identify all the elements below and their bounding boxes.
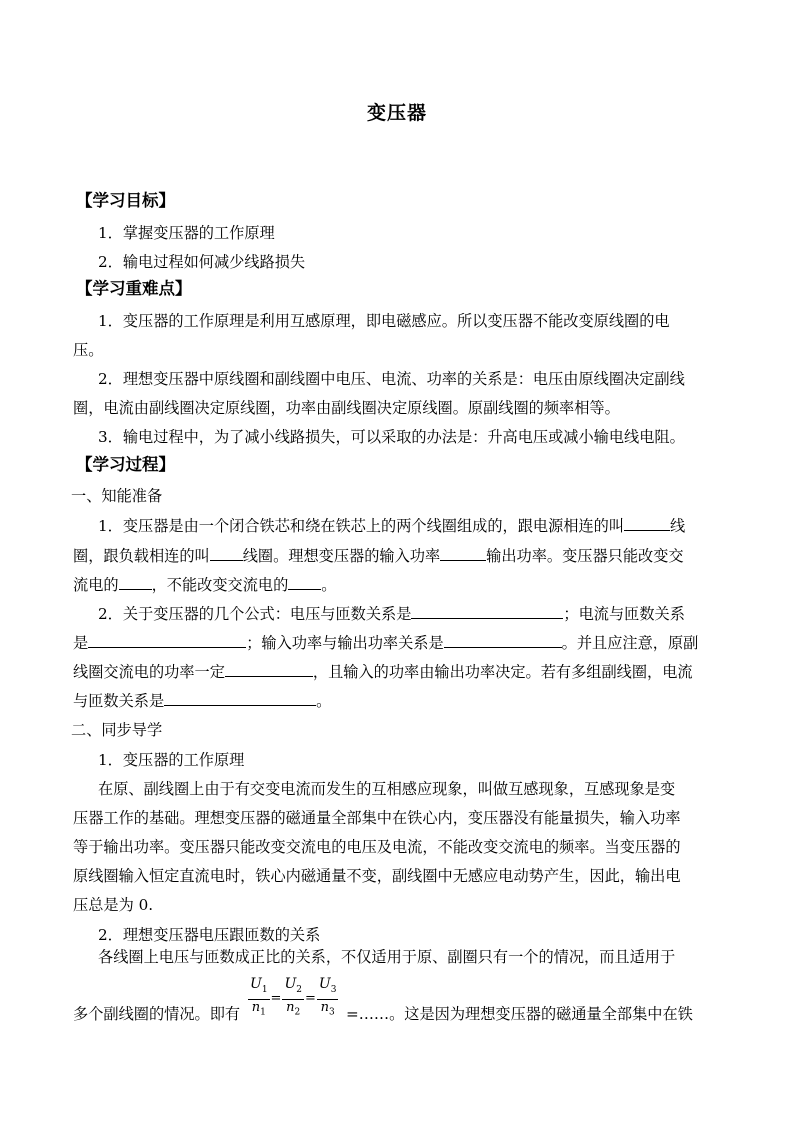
keypoint-1-line-1: 1．变压器的工作原理是利用互感原理，即电磁感应。所以变压器不能改变原线圈的电 (98, 312, 670, 330)
prep-question-1-line-3 (73, 574, 336, 595)
blank-field[interactable] (440, 545, 486, 561)
text-segment: ；输入功率与输出功率关系是 (246, 634, 444, 652)
guide-subheading-1: 1．变压器的工作原理 (98, 751, 245, 769)
blank-field[interactable] (624, 515, 670, 531)
blank-field[interactable] (444, 632, 562, 648)
blank-field[interactable] (164, 690, 316, 706)
text-segment: ；电流与匝数关系 (563, 605, 685, 623)
text-segment: 是 (73, 634, 89, 652)
blank-field[interactable] (88, 632, 246, 648)
prep-question-2-line-4 (73, 690, 331, 711)
prep-question-2-line-3 (73, 661, 693, 682)
guide-paragraph-2-line-2a: 多个副线圈的情况。即有 (73, 1005, 241, 1023)
subsection-heading-prep: 一、知能准备 (71, 487, 163, 505)
text-segment: 流电的 (73, 576, 119, 594)
prep-question-2-line-1 (98, 603, 685, 624)
text-segment: 。 (321, 576, 337, 594)
objective-item-2: 2．输电过程如何减少线路损失 (98, 253, 306, 271)
objective-item-1: 1．掌握变压器的工作原理 (98, 224, 275, 242)
blank-field[interactable] (210, 545, 243, 561)
equals-sign: = (305, 990, 316, 1006)
blank-field[interactable] (288, 574, 321, 590)
section-heading-keypoints: 【学习重难点】 (76, 279, 192, 298)
guide-subheading-2: 2．理想变压器电压跟匝数的关系 (98, 926, 321, 944)
guide-paragraph-2-line-1: 各线圈上电压与匝数成正比的关系，不仅适用于原、副圈只有一个的情况，而且适用于 (98, 948, 676, 966)
guide-paragraph-1-line-4: 原线圈输入恒定直流电时，铁心内磁通量不变，副线圈中无感应电动势产生，因此，输出电 (73, 867, 681, 885)
prep-question-1-line-1 (98, 515, 685, 536)
subsection-heading-guide: 二、同步导学 (71, 721, 163, 739)
text-segment: 。并且应注意，原副 (561, 634, 699, 652)
guide-paragraph-1-line-3: 等于输出功率。变压器只能改变交流电的电压及电流，不能改变交流电的频率。当变压器的 (73, 838, 681, 856)
keypoint-3-line-1: 3．输电过程中，为了减小线路损失，可以采取的办法是：升高电压或减小输电线电阻。 (98, 428, 685, 446)
fraction-1: $\frac{U_1}{n_1}$ (250, 976, 268, 1018)
guide-paragraph-1-line-5: 压总是为 0. (73, 896, 154, 914)
text-segment: ，且输入的功率由输出功率决定。若有多组副线圈，电流 (312, 663, 693, 681)
guide-paragraph-1-line-2: 压器工作的基础。理想变压器的磁通量全部集中在铁心内，变压器没有能量损失，输入功率 (73, 809, 681, 827)
text-segment: 1．变压器是由一个闭合铁芯和绕在铁芯上的两个线圈组成的，跟电源相连的叫 (98, 517, 625, 535)
equals-sign: = (270, 990, 282, 1006)
guide-paragraph-1-line-1: 在原、副线圈上由于有交变电流而发生的互相感应现象，叫做互感现象，互感现象是变 (98, 780, 676, 798)
blank-field[interactable] (119, 574, 152, 590)
text-segment: 2．关于变压器的几个公式：电压与匝数关系是 (98, 605, 412, 623)
text-segment: 圈，跟负载相连的叫 (73, 547, 210, 565)
text-segment: 线圈。理想变压器的输入功率 (242, 547, 441, 565)
prep-question-1-line-2 (73, 545, 684, 566)
page-title: 变压器 (366, 102, 427, 124)
text-segment: 线 (670, 517, 686, 535)
fraction-3: $\frac{U_3}{n_3}$ (318, 976, 337, 1018)
keypoint-2-line-1: 2．理想变压器中原线圈和副线圈中电压、电流、功率的关系是：电压由原线圈决定副线 (98, 370, 685, 388)
prep-question-2-line-2 (73, 632, 698, 653)
text-segment: 线圈交流电的功率一定 (73, 663, 225, 681)
fraction-2: $\frac{U_2}{n_2}$ (284, 976, 302, 1018)
text-segment: ，不能改变交流电的 (151, 576, 289, 594)
text-segment: 与匝数关系是 (73, 692, 165, 710)
keypoint-1-line-2: 压。 (73, 341, 104, 359)
section-heading-objectives: 【学习目标】 (76, 191, 175, 210)
keypoint-2-line-2: 圈，电流由副线圈决定原线圈，功率由副线圈决定原线圈。原副线圈的频率相等。 (73, 399, 620, 417)
section-heading-process: 【学习过程】 (76, 455, 175, 474)
voltage-turns-ratio-formula (248, 976, 338, 1020)
blank-field[interactable] (411, 603, 563, 619)
blank-field[interactable] (225, 661, 313, 677)
guide-paragraph-2-line-2b: =……。这是因为理想变压器的磁通量全部集中在铁 (346, 1005, 693, 1023)
text-segment: 输出功率。变压器只能改变交 (486, 547, 684, 565)
text-segment: 。 (316, 692, 332, 710)
